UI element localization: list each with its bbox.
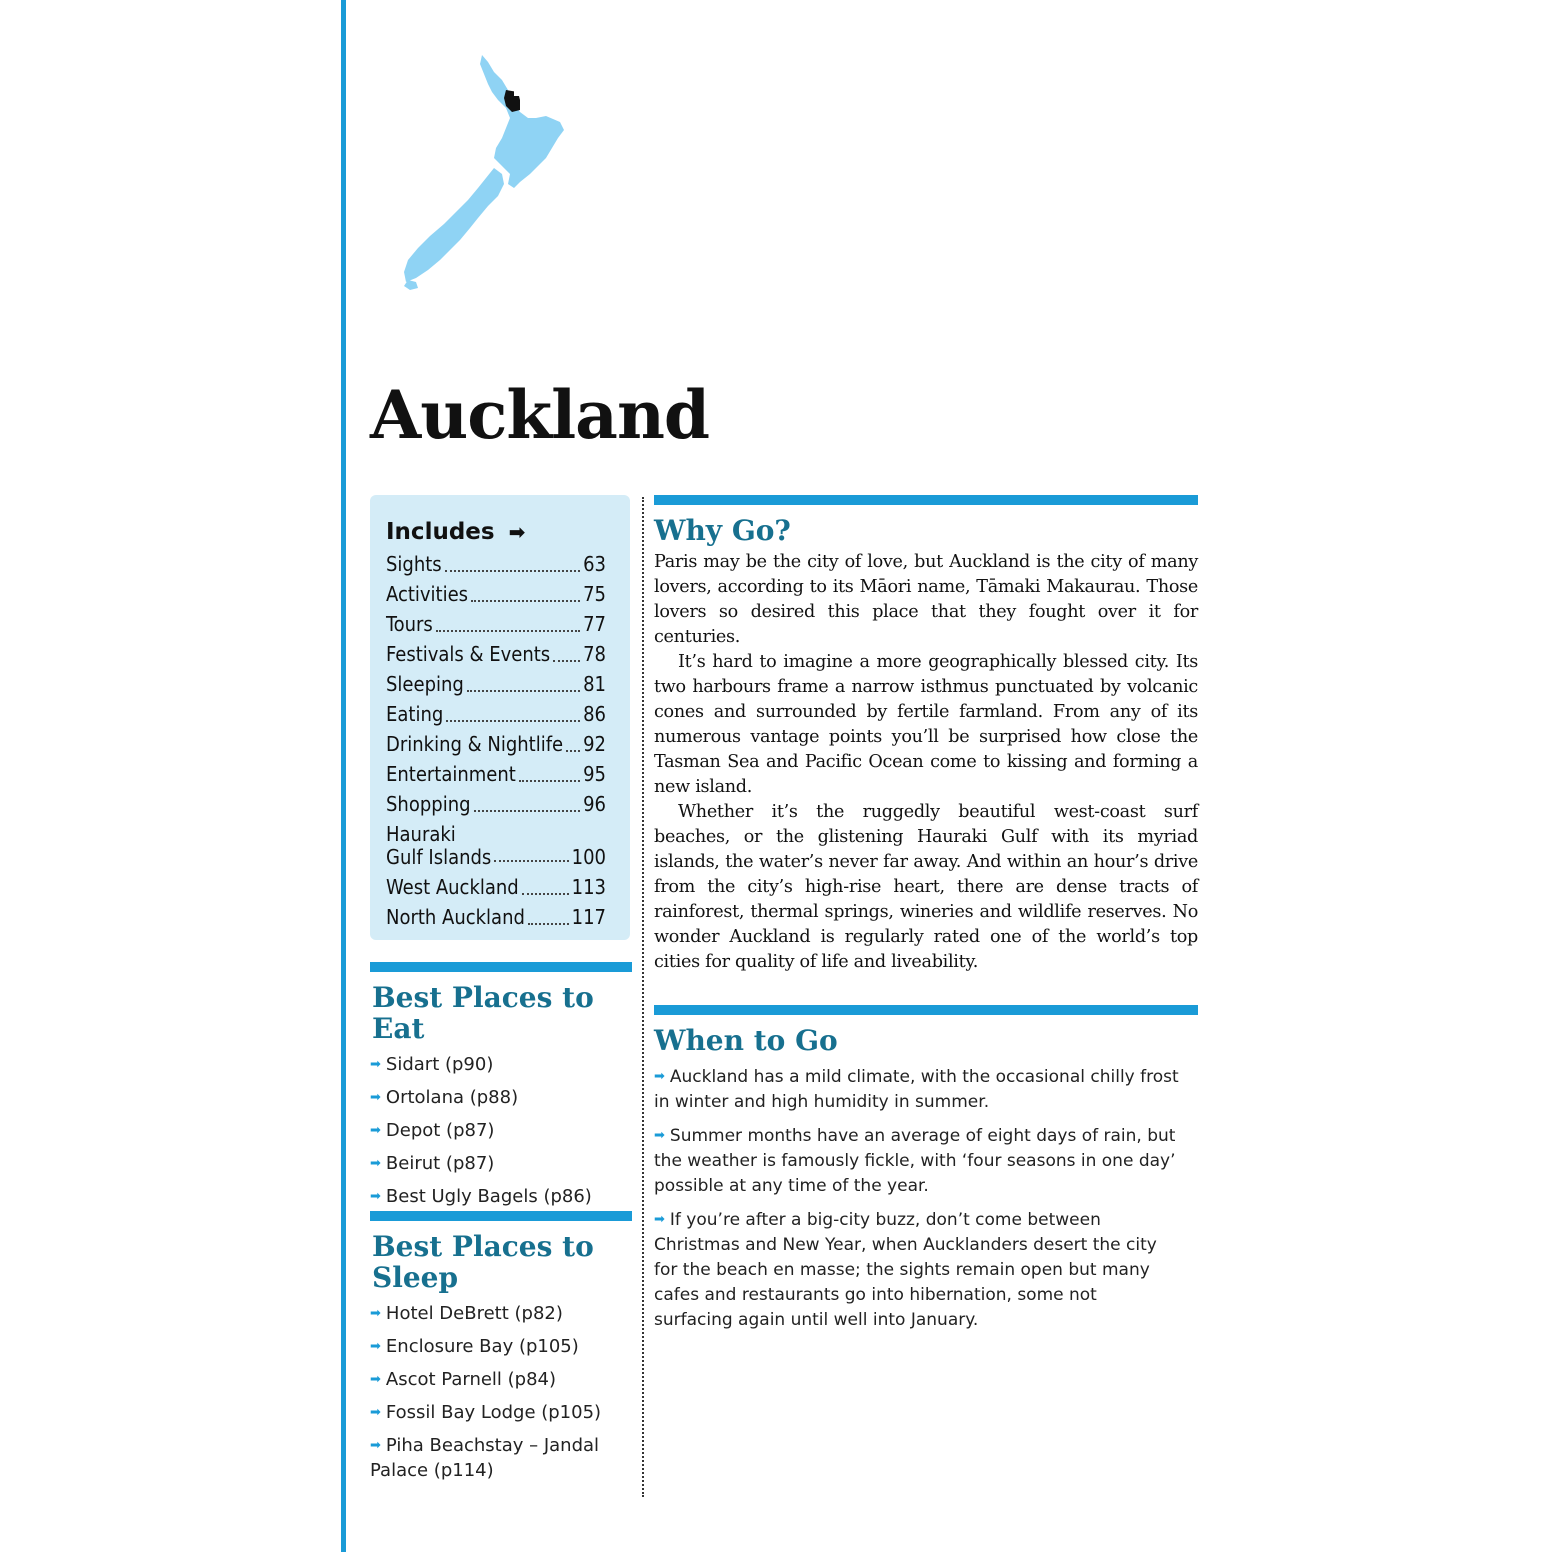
best-eat-heading: Best Places to Eat [372,981,594,1045]
list-item: ➡ Enclosure Bay (p105) [370,1336,579,1357]
right-arrow-icon: ➡ [508,520,526,544]
arrow-icon: ➡ [370,1090,381,1105]
page-title: Auckland [370,376,710,454]
best-sleep-section [370,1211,632,1491]
why-go-paragraph: It’s hard to imagine a more geographically blessed city. Its two harbours frame a narrow isthmus punctuated by volcanic cones and surrounded by fertile farmland. From any of its numerous vantage points you’ll be surprised how close the Tasman Sea and Pacific Ocean come to kissing and forming a new island. [654,652,1198,797]
arrow-icon: ➡ [370,1339,381,1354]
list-item: ➡ Sidart (p90) [370,1054,494,1075]
toc-item[interactable]: Drinking & Nightlife 92 [386,732,606,756]
toc-item[interactable]: Hauraki Gulf Islands 100 [386,822,606,869]
best-eat-list [370,1052,632,1209]
arrow-icon: ➡ [370,1057,381,1072]
arrow-icon: ➡ [370,1189,381,1204]
page-margin-rule [341,0,346,1552]
includes-box [370,495,630,940]
why-go-paragraph: Paris may be the city of love, but Auckland is the city of many lovers, according to its Māori name, Tāmaki Makaurau. Those lovers so desired this place that they fought over it for centuries. [654,552,1198,647]
toc-item[interactable]: Shopping 96 [386,792,606,816]
list-item: ➡ Fossil Bay Lodge (p105) [370,1402,602,1423]
best-sleep-list [370,1301,632,1483]
arrow-icon: ➡ [654,1212,665,1227]
list-item: ➡ Depot (p87) [370,1120,495,1141]
toc-item[interactable]: Entertainment 95 [386,762,606,786]
arrow-icon: ➡ [654,1069,665,1084]
why-go-paragraph: Whether it’s the ruggedly beautiful west-coast surf beaches, or the glistening Hauraki Gulf with its myriad islands, the water’s never far away. And within an hour’s drive from the city’s high-rise heart, there are dense tracts of rainforest, thermal springs, wineries and wildlife reserves. No wonder Auckland is regularly rated one of the world’s top cities for quality of life and liveability. [654,802,1198,972]
arrow-icon: ➡ [370,1156,381,1171]
toc-item[interactable]: Festivals & Events 78 [386,642,606,666]
arrow-icon: ➡ [370,1438,381,1453]
arrow-icon: ➡ [370,1123,381,1138]
list-item: ➡ Hotel DeBrett (p82) [370,1303,563,1324]
includes-toc [386,549,606,932]
column-divider [642,497,644,1497]
when-to-go-section [654,1005,1198,1341]
toc-item[interactable]: North Auckland 117 [386,905,606,929]
includes-heading [386,515,630,549]
toc-item[interactable]: Sleeping 81 [386,672,606,696]
toc-item[interactable]: Sights 63 [386,552,606,576]
list-item: ➡ Best Ugly Bagels (p86) [370,1186,592,1207]
new-zealand-locator-map [370,50,580,290]
list-item: ➡ Beirut (p87) [370,1153,495,1174]
list-item: ➡ Summer months have an average of eight days of rain, but the weather is famously fickle, with ‘four seasons in one day’ possible at any time of the year. [654,1123,1198,1199]
list-item: ➡ Auckland has a mild climate, with the occasional chilly frost in winter and high humidity in summer. [654,1064,1198,1115]
best-sleep-heading: Best Places to Sleep [372,1230,594,1294]
list-item: ➡ Piha Beachstay – Jandal Palace (p114) [370,1435,600,1481]
toc-item[interactable]: Eating 86 [386,702,606,726]
list-item: ➡ Ascot Parnell (p84) [370,1369,557,1390]
arrow-icon: ➡ [370,1405,381,1420]
arrow-icon: ➡ [370,1306,381,1321]
toc-item[interactable]: Activities 75 [386,582,606,606]
why-go-section [654,495,1198,975]
section-rule [654,495,1198,505]
section-rule [654,1005,1198,1015]
list-item: ➡ Ortolana (p88) [370,1087,519,1108]
section-rule [370,1211,632,1221]
when-to-go-list [654,1064,1198,1333]
north-island-shape [480,55,564,188]
south-island-shape [404,168,504,282]
arrow-icon: ➡ [370,1372,381,1387]
when-to-go-heading: When to Go [654,1024,838,1057]
best-eat-section [370,962,632,1217]
includes-heading-label: Includes [386,519,495,545]
section-rule [370,962,632,972]
toc-item[interactable]: West Auckland 113 [386,875,606,899]
list-item: ➡ If you’re after a big-city buzz, don’t come between Christmas and New Year, when Aucklanders desert the city for the beach en masse; the sights remain open but many cafes and restaurants go into hibernation, some not surfacing again until well into January. [654,1207,1174,1333]
why-go-heading: Why Go? [654,514,791,547]
arrow-icon: ➡ [654,1128,665,1143]
auckland-region-marker [514,91,519,96]
toc-item[interactable]: Tours 77 [386,612,606,636]
